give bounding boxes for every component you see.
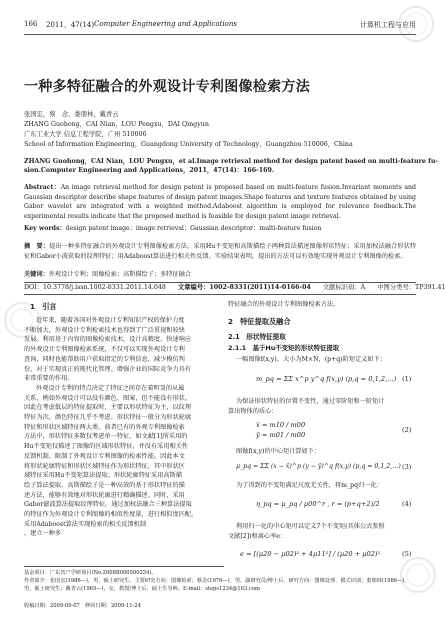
- keywords-cn-label: 关键词：: [24, 271, 49, 278]
- body-line: Gabor滤波算法提取纹理特征。通过加权法融合三种算法提取: [24, 501, 192, 509]
- equation-2b: ȳ = m01 / m00: [256, 431, 306, 439]
- keywords-cn-text: 外观设计专利；图像检索；高斯描绘子；多特征融合: [48, 271, 192, 278]
- affiliation-cn: 广东工业大学 信息工程学院，广州 510006: [24, 131, 147, 138]
- equation-number-2: (2): [402, 426, 412, 434]
- body-line: 不断加大，外观设计专利检索技术也得到了广泛重视和较快: [24, 326, 185, 334]
- keywords-cn: [24, 270, 416, 280]
- section-heading-2: 2 特征提取及融合: [228, 317, 291, 326]
- body-line: 发展。利用基于内容的图像检索技术，设计高精度、快速响应: [24, 336, 192, 344]
- equation-4: η_pq = μ_pq / μ00^r , r = (p+q+2)/2: [256, 500, 380, 508]
- invariant-text-2: 文献[2])和离心率e：: [228, 533, 287, 540]
- body-line: 方法中，形状特征多数仅考虑单一特征，如文献[1]所采用的: [24, 433, 188, 441]
- body-line: 非常重要的作用。: [24, 375, 74, 383]
- equation-number-4: (4): [402, 500, 412, 508]
- footnote-fund: 基金项目：广东省产学研项目(No.2008B090500254)。: [24, 570, 157, 576]
- central-moment-text: 图像f(x,y)的中心矩计算如下：: [236, 448, 321, 455]
- page-number: 166: [24, 20, 38, 28]
- body-line: 绘子算法提取。高斯描绘子是一种高效的基于形状特征的描: [24, 481, 185, 489]
- body-line: 特征为次，颜色特征几乎不考虑。形状特征一般分为形状轮廓: [24, 414, 192, 422]
- article-meta: [24, 283, 446, 292]
- paper-title: 一种多特征融合的外观设计专利图像检索方法: [24, 79, 310, 95]
- footnote-dates: 收稿日期：2009-09-07 修回日期：2009-11-24: [24, 603, 141, 609]
- body-line: 的外观设计专利图像检索系统，不仅可以实现外观设计专利: [24, 346, 185, 354]
- abstract-cn-label: 摘 要：: [24, 243, 50, 250]
- abstract-en: [24, 183, 416, 221]
- footnote-rule: [24, 566, 224, 567]
- equation-3: μ_pq = ΣΣ (x − x̄)^p (y − ȳ)^q f(x,y) (p,q = 0,1,2,…): [236, 463, 401, 470]
- equation-5: e = [(μ20 − μ02)² + 4μ11²] / (μ20 + μ02)²: [240, 550, 381, 558]
- body-line: 份，对于实现真正的现代化管理、增强企业的国际竞争力具有: [24, 365, 192, 373]
- equation-2a: x̄ = m10 / m00: [256, 421, 306, 429]
- body-line: ，建立一种多: [24, 530, 62, 538]
- section-heading-intro: 1 引言: [30, 302, 57, 311]
- affiliation-en: School of Information Engineering，Guangdong University of Technology，Guangzhou 510006，China: [24, 141, 353, 148]
- article-number: 文章编号：1002-8331(2011)14-0166-04: [177, 284, 311, 291]
- centroid-text-1: 为保证形状特征的位置不变性，通过零阶矩和一阶矩计: [236, 398, 385, 405]
- equation-number-3: (3): [402, 463, 412, 471]
- abstract-cn-text: 提出一种多特征融合的外观设计专利图像检索方法。采用Hu不变矩和高斯描绘子两种算法描述图像形状特征；采用加权法融合形状特征和Gabor小波获取的纹理特征；用Adaboost算法进行相关性反馈。实验结果表明，提出的方法可以有效地实现外观设计专利图像的检索。: [24, 243, 416, 260]
- left-column-body: [24, 316, 216, 539]
- watermark-seal-icon: [396, 4, 436, 44]
- equation-number-5: (5): [402, 550, 412, 558]
- section-heading-2-1-1: 2.1.1 基于Hu不变矩的形状特征提取: [228, 344, 340, 352]
- meta-rule-bottom: [24, 294, 416, 295]
- volume-info: 2011，47(14): [46, 21, 95, 29]
- header-rule: [24, 34, 416, 35]
- section-heading-2-1: 2.1 形状特征提取: [228, 333, 286, 341]
- journal-name-cn: 计算机工程与应用: [360, 21, 416, 29]
- document-code: 文献标识码：A: [322, 284, 366, 291]
- body-line: 外观设计专利的特点决定了特征之间存在着明显的从属: [36, 384, 185, 392]
- body-line: 将形状轮廓特征和形状区域特征作为形状特征，其中形状区: [24, 462, 185, 470]
- abstract-en-label: Abstract：: [24, 184, 61, 191]
- footnote-author: 作者简介：张国宏(1986—)，男，硕士研究生，主要研究方向：图像检索；蔡念(1976—)，男，副研究员/博士后，研究方向：图像处理、模式识别；娄朋林(1986—)，男，硕士研究生；戴青云(1965—)，女，教授/博士后，硕士生导师。E-mail：steps1234@163.com: [24, 578, 410, 592]
- citation-line-2: sion.Computer Engineering and Applications，2011，47(14)：166-169.: [24, 167, 275, 174]
- keywords-en-label: Key words：: [24, 225, 66, 232]
- normalization-text: 为了得到的不变矩满足尺度无关性，将m_pq归一化：: [236, 482, 383, 489]
- body-line: 采用Adaboost算法实现检索的相关反馈机制: [24, 520, 147, 528]
- invariant-text-1: 利用归一化的中心矩可以定义7个不变矩(具体公式参照: [236, 523, 385, 530]
- journal-name-en: Computer Engineering and Applications: [94, 20, 237, 28]
- classification-number: 中图分类号：TP391.41: [377, 284, 446, 291]
- body-line: 的特征作为外观设计专利图像的相似性度量，进行相似度匹配。: [24, 511, 198, 519]
- body-line: 近年来，随着各国对外观设计专利知识产权的保护力度: [36, 317, 185, 324]
- equation-1: m_pq = ΣΣ x^p y^q f(x,y) (p,q = 0,1,2,…): [256, 375, 397, 383]
- citation-line-1: ZHANG Guohong，CAI Nian，LOU Pengxu，et al.Image retrieval method for design patent based on multi-feature fu-: [24, 158, 439, 165]
- body-line: 反馈机制，限制了外观设计专利图像的检索性能。因此本文: [24, 452, 185, 460]
- doi: DOI：10.3778/j.issn.1002-8331.2011.14.048: [24, 284, 166, 291]
- running-header: [24, 18, 416, 32]
- centroid-text-2: 算出物体的质心：: [228, 408, 278, 415]
- authors-cn: 张国宏，蔡 念，娄朋林，戴青云: [24, 111, 119, 118]
- right-col-continuation: 特征融合的外观设计专利图像检索方法。: [228, 301, 340, 308]
- body-line: 因此在考虑低层的特征提取时，主要以形状特征为主，以纹理: [24, 404, 192, 412]
- body-line: 域特征采用Hu不变矩算法提取；形状轮廓特征采用高斯描: [24, 472, 182, 480]
- equation-number-1: (1): [402, 375, 412, 383]
- body-line: 特征和形状区域特征两大类。前者已有的外观专利图像检索: [24, 423, 185, 431]
- moment-definition-text: 一幅图像f(x,y)，大小为M×N，(p+q)阶矩定义如下：: [236, 356, 386, 363]
- authors-en: ZHANG Guohong，CAI Nian，LOU Pengxu，DAI Qingyun: [24, 121, 209, 128]
- body-line: 关系，例如外观设计可以没有颜色、图案，但不能没有形状。: [24, 394, 192, 402]
- body-line: 查询，同时也能帮助用户获取指定的专利信息，减少模仿判: [24, 355, 185, 363]
- keywords-en-text: design patent image；image retrieval；Gaussian descriptor；multi-feature fusion: [65, 225, 322, 232]
- abstract-en-text: An image retrieval method for design patent is proposed based on multi-feature fusion.Invariant moments and Gaussian descriptor describe shape features of design patent images.Shape features and texture features obtained by using Gabor wavelet are integrated with a weighted method.Adaboost algorithm is employed for relevance feedback.The experimental results indicate that the proposed method is feasible for design patent image retrieval.: [24, 184, 416, 220]
- body-line: Hu不变矩仅描述了图像的区域形状特征，并没有采用相关性: [24, 443, 189, 451]
- abstract-cn: [24, 242, 416, 261]
- keywords-en: [24, 224, 416, 234]
- watermark-seal-icon: [2, 300, 42, 340]
- body-line: 述方法，能够有效地对形状轮廓进行精确描述。同时，采用: [24, 491, 185, 499]
- watermark-seal-icon: [398, 555, 438, 595]
